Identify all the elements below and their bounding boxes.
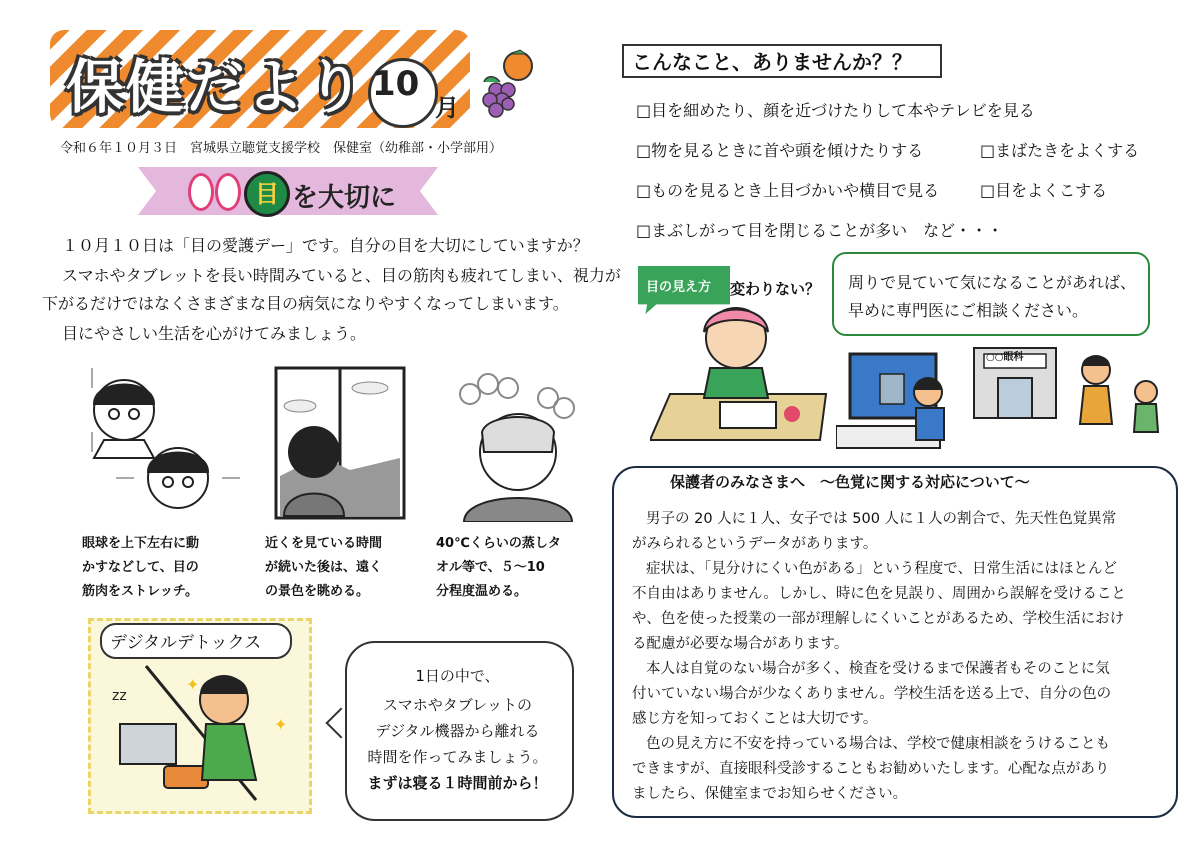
month-number: 10 — [372, 64, 420, 104]
issue-date-line: 令和６年１０月３日 宮城県立聴覚支援学校 保健室（幼稚部・小学部用） — [60, 141, 503, 156]
intro-paragraph-line: 目にやさしい生活を心がけてみましょう。 — [62, 324, 367, 343]
guardian-text-line: 本人は自覚のない場合が多く、検査を受けるまで保護者もそのことに気 — [646, 661, 1110, 677]
svg-text:zz: zz — [112, 688, 127, 704]
bubble-line-emphasis: まずは寝る１時間前から！ — [367, 774, 548, 792]
eye-icon — [215, 173, 241, 211]
checklist-item: □目をよくこする — [980, 181, 1108, 200]
eye-badge: 目 — [244, 171, 290, 217]
svg-text:✦: ✦ — [274, 715, 288, 734]
guardian-text-line: 症状は、「見分けにくい色がある」という程度で、日常生活にはほとんど — [646, 561, 1117, 577]
advice-bubble — [832, 252, 1150, 336]
tv-boy-illustration — [836, 350, 970, 454]
guardian-text-line: 色の見え方に不安を持っている場合は、学校で健康相談をうけることも — [646, 736, 1110, 752]
guardian-text-line: 感じ方を知っておくことは大切です。 — [632, 711, 878, 727]
guardian-text-line: や、色を使った授業の一部が理解しにくいことがあるため、学校生活におけ — [632, 611, 1125, 627]
bubble-line: 時間を作ってみましょう。 — [367, 748, 548, 766]
intro-paragraph-line: スマホやタブレットを長い時間みていると、目の筋肉も疲れてしまい、視力が — [62, 266, 621, 285]
guardian-text-line: 不自由はありません。しかし、時に色を見誤り、周囲から誤解を受けること — [632, 586, 1126, 602]
bubble-line: スマホやタブレットの — [383, 696, 532, 714]
near-tip-line: が続いた後は、遠く — [265, 560, 383, 575]
month-suffix: 月 — [435, 94, 459, 122]
checklist-title: こんなこと、ありませんか？？ — [632, 50, 912, 74]
reading-girl-illustration — [650, 302, 830, 442]
detox-title: デジタルデトックス — [110, 633, 262, 653]
near-tip-line: 近くを見ている時間 — [265, 536, 383, 551]
checklist-item: □まばたきをよくする — [980, 141, 1140, 160]
newsletter-title: 保健だより — [66, 53, 367, 121]
guardian-text-line: ましたら、保健室までお知らせください。 — [632, 786, 908, 802]
advice-line: 周りで見ていて気になることがあれば、 — [848, 273, 1137, 292]
checklist-item: □物を見るときに首や頭を傾けたりする — [636, 141, 924, 160]
warm-tip-line: オル等で、５～10 — [436, 560, 545, 575]
intro-paragraph-line: 下がるだけではなくさまざまな目の病気になりやすくなってしまいます。 — [42, 294, 569, 313]
warm-tip-line: 40℃くらいの蒸しタ — [436, 536, 561, 551]
look-far-illustration — [270, 366, 410, 526]
near-tip-line: の景色を眺める。 — [265, 584, 370, 599]
warm-towel-illustration — [448, 372, 578, 522]
detox-illustration — [106, 660, 302, 804]
eye-icon — [188, 173, 214, 211]
stretch-tip-line: 筋肉をストレッチ。 — [82, 584, 198, 599]
change-question: 変わりない？ — [730, 280, 821, 298]
stretch-tip-line: かすなどして、目の — [82, 560, 199, 575]
bubble-line: デジタル機器から離れる — [375, 722, 540, 740]
eye-stretch-illustration — [82, 368, 242, 528]
checklist-item: □まぶしがって目を閉じることが多い など・・・ — [636, 221, 1004, 240]
parent-child-illustration — [1066, 352, 1170, 448]
warm-tip-line: 分程度温める。 — [436, 584, 528, 599]
eye-care-heading: を大切に — [292, 183, 397, 213]
checklist-item: □目を細めたり、顔を近づけたりして本やテレビを見る — [636, 101, 1035, 120]
guardian-text-line: できますが、直接眼科受診することもお勧めいたします。心配な点があり — [632, 761, 1110, 777]
guardian-text-line: がみられるというデータがあります。 — [632, 536, 878, 552]
svg-text:✦: ✦ — [186, 675, 200, 694]
checklist-item: □ものを見るとき上目づかいや横目で見る — [636, 181, 940, 200]
intro-paragraph-line: １０月１０日は「目の愛護デー」です。自分の目を大切にしていますか？ — [62, 236, 589, 255]
advice-line: 早めに専門医にご相談ください。 — [848, 301, 1089, 320]
clinic-sign: ○○眼科 — [986, 352, 1024, 363]
fruit-illustration — [480, 46, 540, 126]
eye-vision-label-text: 目の見え方 — [646, 280, 712, 295]
stretch-tip-line: 眼球を上下左右に動 — [82, 536, 200, 551]
guardian-notice-title: 保護者のみなさまへ ～色覚に関する対応について～ — [670, 473, 1030, 491]
bubble-line: 1日の中で、 — [415, 667, 500, 685]
guardian-text-line: 男子の 20 人に１人、女子では 500 人に１人の割合で、先天性色覚異常 — [646, 511, 1117, 527]
guardian-text-line: る配慮が必要な場合があります。 — [632, 636, 849, 652]
guardian-text-line: 付いていない場合が少なくありません。学校生活を送る上で、自分の色の — [632, 686, 1112, 702]
